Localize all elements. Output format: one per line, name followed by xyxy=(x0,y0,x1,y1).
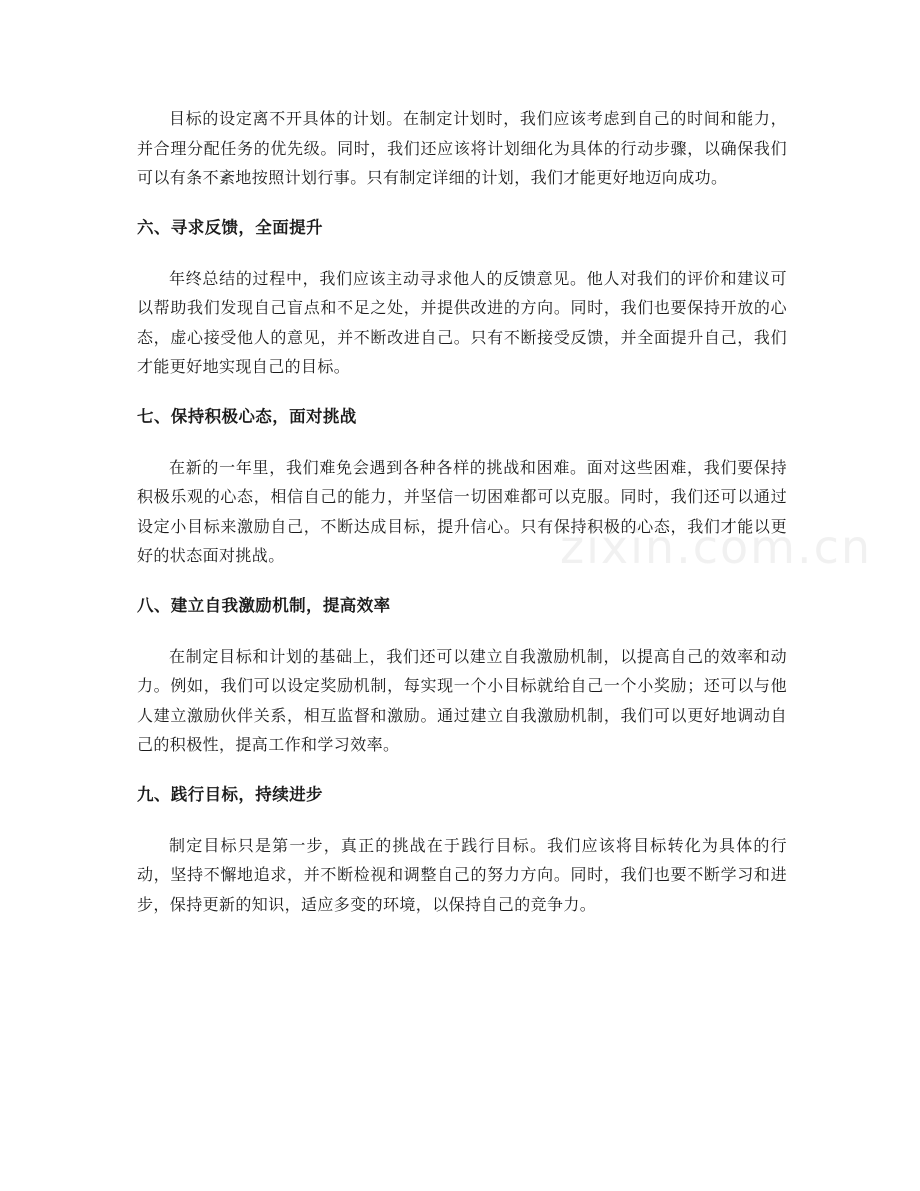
paragraph-intro: 目标的设定离不开具体的计划。在制定计划时，我们应该考虑到自己的时间和能力，并合理分配任务的优先级。同时，我们还应该将计划细化为具体的行动步骤，以确保我们可以有条不紊地按照计划行事。只有制定详细的计划，我们才能更好地迈向成功。 xyxy=(137,109,787,187)
document-body xyxy=(137,104,787,919)
section-heading-7: 七、保持积极心态，面对挑战 xyxy=(137,406,357,426)
paragraph-section-8: 在制定目标和计划的基础上，我们还可以建立自我激励机制，以提高自己的效率和动力。例如，我们可以设定奖励机制，每实现一个小目标就给自己一个小奖励；还可以与他人建立激励伙伴关系，相互监督和激励。通过建立自我激励机制，我们可以更好地调动自己的积极性，提高工作和学习效率。 xyxy=(137,646,787,754)
section-heading-8: 八、建立自我激励机制，提高效率 xyxy=(137,595,391,615)
watermark: zixin.com.cn xyxy=(560,520,873,574)
paragraph-section-7: 在新的一年里，我们难免会遇到各种各样的挑战和困难。面对这些困难，我们要保持积极乐观的心态，相信自己的能力，并坚信一切困难都可以克服。同时，我们还可以通过设定小目标来激励自己，不断达成目标，提升信心。只有保持积极的心态，我们才能以更好的状态面对挑战。 xyxy=(137,457,787,565)
paragraph-section-6: 年终总结的过程中，我们应该主动寻求他人的反馈意见。他人对我们的评价和建议可以帮助我们发现自己盲点和不足之处，并提供改进的方向。同时，我们也要保持开放的心态，虚心接受他人的意见，并不断改进自己。只有不断接受反馈，并全面提升自己，我们才能更好地实现自己的目标。 xyxy=(137,268,787,376)
section-heading-6: 六、寻求反馈，全面提升 xyxy=(137,217,323,237)
section-heading-9: 九、践行目标，持续进步 xyxy=(137,784,323,804)
paragraph-section-9: 制定目标只是第一步，真正的挑战在于践行目标。我们应该将目标转化为具体的行动，坚持不懈地追求，并不断检视和调整自己的努力方向。同时，我们也要不断学习和进步，保持更新的知识，适应多变的环境，以保持自己的竞争力。 xyxy=(137,835,787,914)
